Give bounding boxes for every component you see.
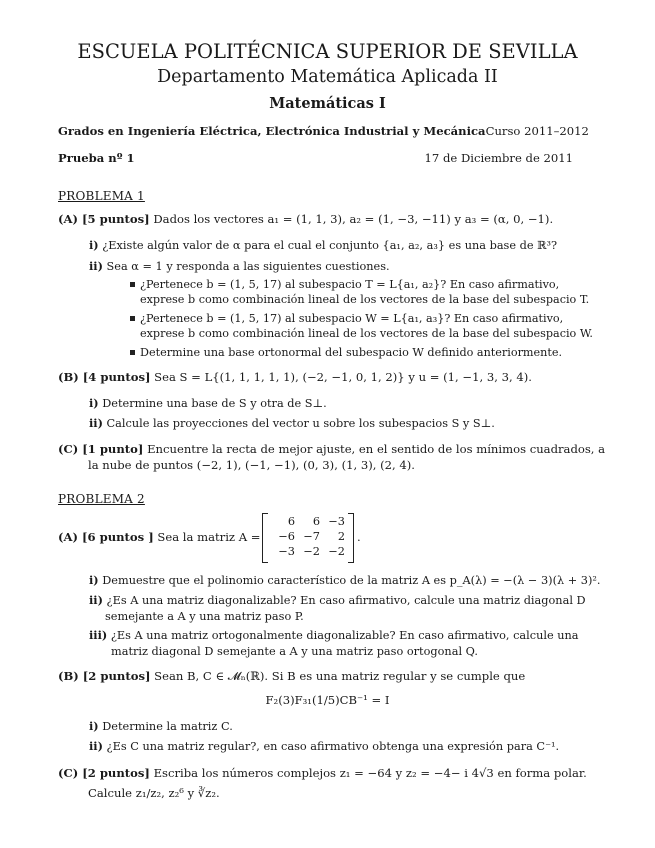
matrix-cell: −3	[328, 515, 345, 528]
matrix-cell: 6	[312, 515, 320, 528]
matrix-row-3	[270, 545, 346, 558]
p2-a-item-ii	[89, 593, 586, 624]
degrees-text: Grados en Ingeniería Eléctrica, Electrónica Industrial y Mecánica	[58, 124, 486, 138]
p1-bullet-2	[140, 311, 593, 341]
p1-b-label: (B) [4 puntos]	[58, 370, 151, 384]
p1-bullet-1-line-2: exprese b como combinación lineal de los vectores de la base del subespacio T.	[140, 293, 590, 306]
p2-a-iii-line-2: matriz diagonal D semejante a A y una matriz paso ortogonal Q.	[111, 644, 478, 658]
p1-bullet-2-line-2: exprese b como combinación lineal de los vectores de la base del subespacio W.	[140, 327, 593, 340]
test-line	[58, 151, 573, 165]
p2-a-item-i	[89, 573, 601, 589]
course-text: Curso 2011–2012	[485, 124, 589, 138]
p2-section-a	[58, 530, 260, 546]
p2-a-iii-line-1: ¿Es A una matriz ortogonalmente diagonalizable? En caso afirmativo, calcule una	[110, 629, 579, 642]
matrix-row-1	[270, 515, 346, 528]
p2-b-i-num: i)	[89, 719, 99, 733]
p2-b-text: Sean B, C ∈ 𝓜ₙ(ℝ). Si B es una matriz regular y se cumple que	[154, 669, 526, 683]
department-title: Departamento Matemática Aplicada II	[157, 67, 498, 87]
p2-b-label: (B) [2 puntos]	[58, 669, 151, 683]
p2-b-ii-text: ¿Es C una matriz regular?, en caso afirmativo obtenga una expresión para C⁻¹.	[106, 740, 560, 753]
p2-b-ii-num: ii)	[89, 739, 103, 753]
p1-bullet-3	[140, 345, 562, 360]
p1-bullet-3-line: Determine una base ortonormal del subespacio W definido anteriormente.	[140, 346, 563, 359]
p1-bullet-1	[140, 277, 589, 307]
subject-title: Matemáticas I	[269, 95, 386, 112]
bullet-square-icon	[130, 316, 135, 321]
p1-c-label: (C) [1 punto]	[58, 442, 144, 456]
matrix-cell: −6	[278, 530, 295, 543]
matrix-cell: 2	[337, 530, 345, 543]
p1-c-line-2: la nube de puntos (−2, 1), (−1, −1), (0, 3), (1, 3), (2, 4).	[88, 457, 415, 472]
p1-b-ii-text: Calcule las proyecciones del vector u sobre los subespacios S y S⊥.	[106, 417, 495, 430]
matrix-left-bracket	[262, 513, 268, 563]
p1-b-i-text: Determine una base de S y otra de S⊥.	[102, 397, 327, 410]
matrix-row-2	[270, 530, 346, 543]
p1-section-b	[58, 370, 532, 386]
exam-date: 17 de Diciembre de 2011	[424, 151, 573, 165]
p2-b-item-ii	[89, 739, 559, 755]
test-number: Prueba nº 1	[58, 151, 135, 165]
degrees-line	[58, 124, 589, 138]
p1-a-ii-num: ii)	[89, 259, 103, 273]
p2-a-iii-num: iii)	[89, 628, 108, 642]
p2-a-ii-num: ii)	[89, 593, 103, 607]
p1-a-ii-text: Sea α = 1 y responda a las siguientes cuestiones.	[106, 260, 390, 273]
matrix-period: .	[357, 530, 361, 544]
matrix-cell: −2	[328, 545, 345, 558]
school-title: ESCUELA POLITÉCNICA SUPERIOR DE SEVILLA	[77, 40, 578, 63]
p2-a-ii-line-2: semejante a A y una matriz paso P.	[105, 609, 304, 623]
problem-1-title: PROBLEMA 1	[58, 189, 145, 203]
p2-a-text: Sea la matriz A =	[157, 530, 261, 544]
matrix-cell: −7	[303, 530, 320, 543]
p1-b-text: Sea S = L{(1, 1, 1, 1, 1), (−2, −1, 0, 1, 2)} y u = (1, −1, 3, 3, 4).	[154, 370, 532, 384]
matrix-right-bracket	[348, 513, 354, 563]
p2-a-item-iii	[89, 628, 579, 659]
p1-section-a	[58, 212, 553, 228]
p1-a-item-i	[89, 238, 557, 254]
matrix-a	[262, 513, 354, 561]
p1-section-c	[58, 442, 605, 473]
p1-c-line-1: Encuentre la recta de mejor ajuste, en el sentido de los mínimos cuadrados, a	[147, 442, 606, 456]
p2-c-label: (C) [2 puntos]	[58, 766, 150, 780]
p1-b-item-ii	[89, 416, 495, 432]
p1-b-ii-num: ii)	[89, 416, 103, 430]
p1-a-label: (A) [5 puntos]	[58, 212, 150, 226]
p2-c-line-2: Calcule z₁/z₂, z₂⁶ y ∛z₂.	[88, 785, 220, 800]
p2-c-line-1: Escriba los números complejos z₁ = −64 y z₂ = −4− i 4√3 en forma polar.	[153, 766, 587, 780]
p1-b-item-i	[89, 396, 327, 412]
p1-bullet-2-line-1: ¿Pertenece b = (1, 5, 17) al subespacio W = L{a₁, a₃}? En caso afirmativo,	[140, 312, 564, 325]
p2-b-i-text: Determine la matriz C.	[102, 720, 233, 733]
matrix-cell: 6	[287, 515, 295, 528]
matrix-cell: −3	[278, 545, 295, 558]
p2-section-b	[58, 669, 525, 685]
p2-section-c	[58, 766, 587, 801]
p2-a-ii-line-1: ¿Es A una matriz diagonalizable? En caso afirmativo, calcule una matriz diagonal D	[106, 594, 586, 607]
p1-bullet-1-line-1: ¿Pertenece b = (1, 5, 17) al subespacio T = L{a₁, a₂}? En caso afirmativo,	[140, 278, 560, 291]
p2-a-i-text: Demuestre que el polinomio característico de la matriz A es p_A(λ) = −(λ − 3)(λ + 3)².	[102, 574, 601, 587]
bullet-square-icon	[130, 282, 135, 287]
p2-a-i-num: i)	[89, 573, 99, 587]
p1-a-text: Dados los vectores a₁ = (1, 1, 3), a₂ = (1, −3, −11) y a₃ = (α, 0, −1).	[153, 212, 554, 226]
p2-a-label: (A) [6 puntos ]	[58, 530, 154, 544]
p2-b-equation: F₂(3)F₃₁(1/5)CB⁻¹ = I	[265, 693, 390, 707]
p2-b-item-i	[89, 719, 233, 735]
bullet-square-icon	[130, 350, 135, 355]
problem-2-title: PROBLEMA 2	[58, 492, 145, 506]
p1-a-item-ii	[89, 259, 390, 275]
p1-b-i-num: i)	[89, 396, 99, 410]
p1-a-i-text: ¿Existe algún valor de α para el cual el conjunto {a₁, a₂, a₃} es una base de ℝ³?	[102, 239, 558, 252]
p1-a-i-num: i)	[89, 238, 99, 252]
matrix-cell: −2	[303, 545, 320, 558]
